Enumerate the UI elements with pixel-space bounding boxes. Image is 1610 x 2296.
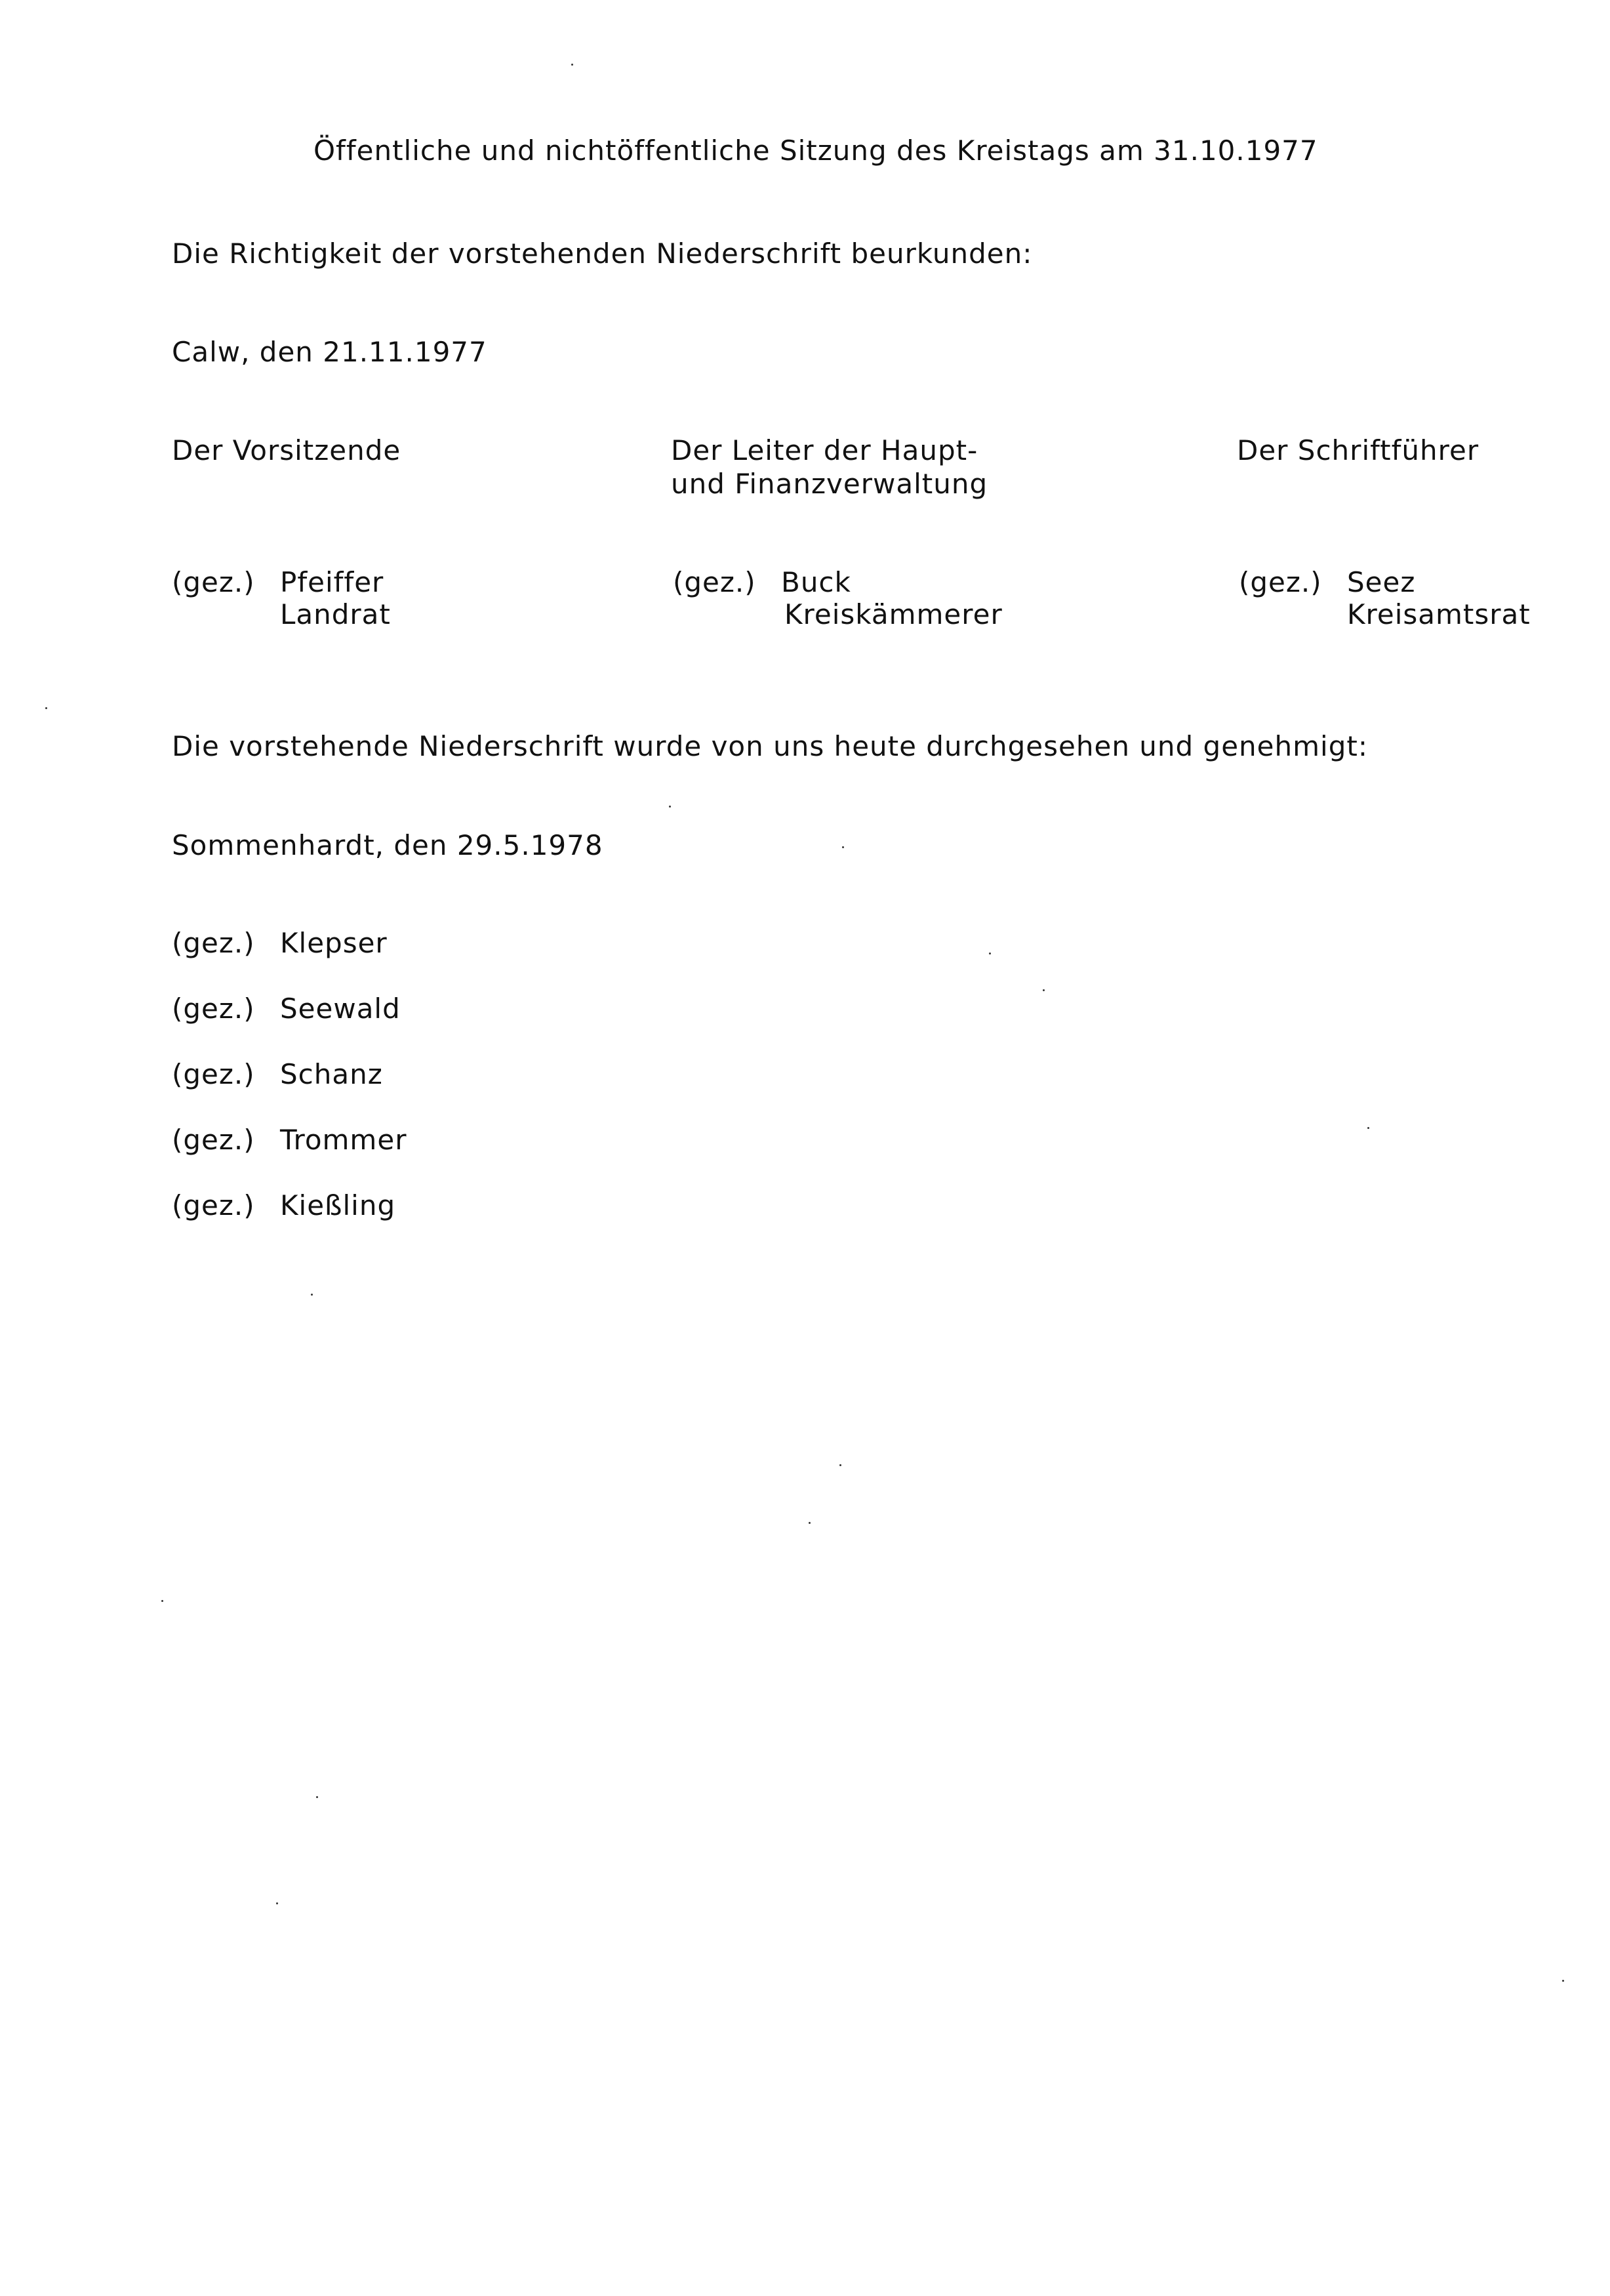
scan-speck xyxy=(669,806,671,808)
scan-speck xyxy=(571,64,573,66)
scan-speck xyxy=(45,707,47,709)
signature-marker: (gez.) xyxy=(673,566,756,598)
approver-name: Kießling xyxy=(280,1189,396,1221)
signature-marker: (gez.) xyxy=(1239,566,1322,598)
signature-marker: (gez.) xyxy=(172,1189,255,1221)
signature-marker: (gez.) xyxy=(172,1124,255,1156)
signature-marker: (gez.) xyxy=(172,993,255,1025)
approver-name: Schanz xyxy=(280,1058,383,1090)
signatory-title: Kreiskämmerer xyxy=(784,598,1003,630)
scan-speck xyxy=(989,953,991,954)
review-statement: Die vorstehende Niederschrift wurde von uns heute durchgesehen und genehmigt: xyxy=(172,730,1368,762)
approver-name: Trommer xyxy=(280,1124,407,1156)
signatory-name: Buck xyxy=(781,566,851,598)
role-secretary: Der Schriftführer xyxy=(1237,434,1479,466)
role-chairman: Der Vorsitzende xyxy=(172,434,401,466)
scan-speck xyxy=(276,1902,278,1904)
approver-name: Seewald xyxy=(280,993,401,1025)
role-head-administration: Der Leiter der Haupt- xyxy=(671,434,978,466)
certification-place-date: Calw, den 21.11.1977 xyxy=(172,336,487,368)
approver-name: Klepser xyxy=(280,927,388,959)
scan-speck xyxy=(1043,989,1045,991)
scan-speck xyxy=(1367,1127,1369,1129)
scan-speck xyxy=(161,1600,163,1602)
certification-statement: Die Richtigkeit der vorstehenden Niederschrift beurkunden: xyxy=(172,237,1033,270)
signatory-title: Kreisamtsrat xyxy=(1347,598,1531,630)
role-head-administration-line2: und Finanzverwaltung xyxy=(671,468,988,500)
signatory-name: Pfeiffer xyxy=(280,566,384,598)
signatory-title: Landrat xyxy=(280,598,391,630)
signature-marker: (gez.) xyxy=(172,566,255,598)
scan-speck xyxy=(839,1464,841,1466)
scan-speck xyxy=(1562,1980,1564,1982)
signatory-name: Seez xyxy=(1347,566,1416,598)
scan-speck xyxy=(809,1522,811,1524)
scan-speck xyxy=(316,1796,318,1798)
scan-speck xyxy=(842,846,844,848)
document-heading: Öffentliche und nichtöffentliche Sitzung des Kreistags am 31.10.1977 xyxy=(313,134,1318,167)
signature-marker: (gez.) xyxy=(172,1058,255,1090)
review-place-date: Sommenhardt, den 29.5.1978 xyxy=(172,829,603,861)
scan-speck xyxy=(311,1294,313,1296)
signature-marker: (gez.) xyxy=(172,927,255,959)
